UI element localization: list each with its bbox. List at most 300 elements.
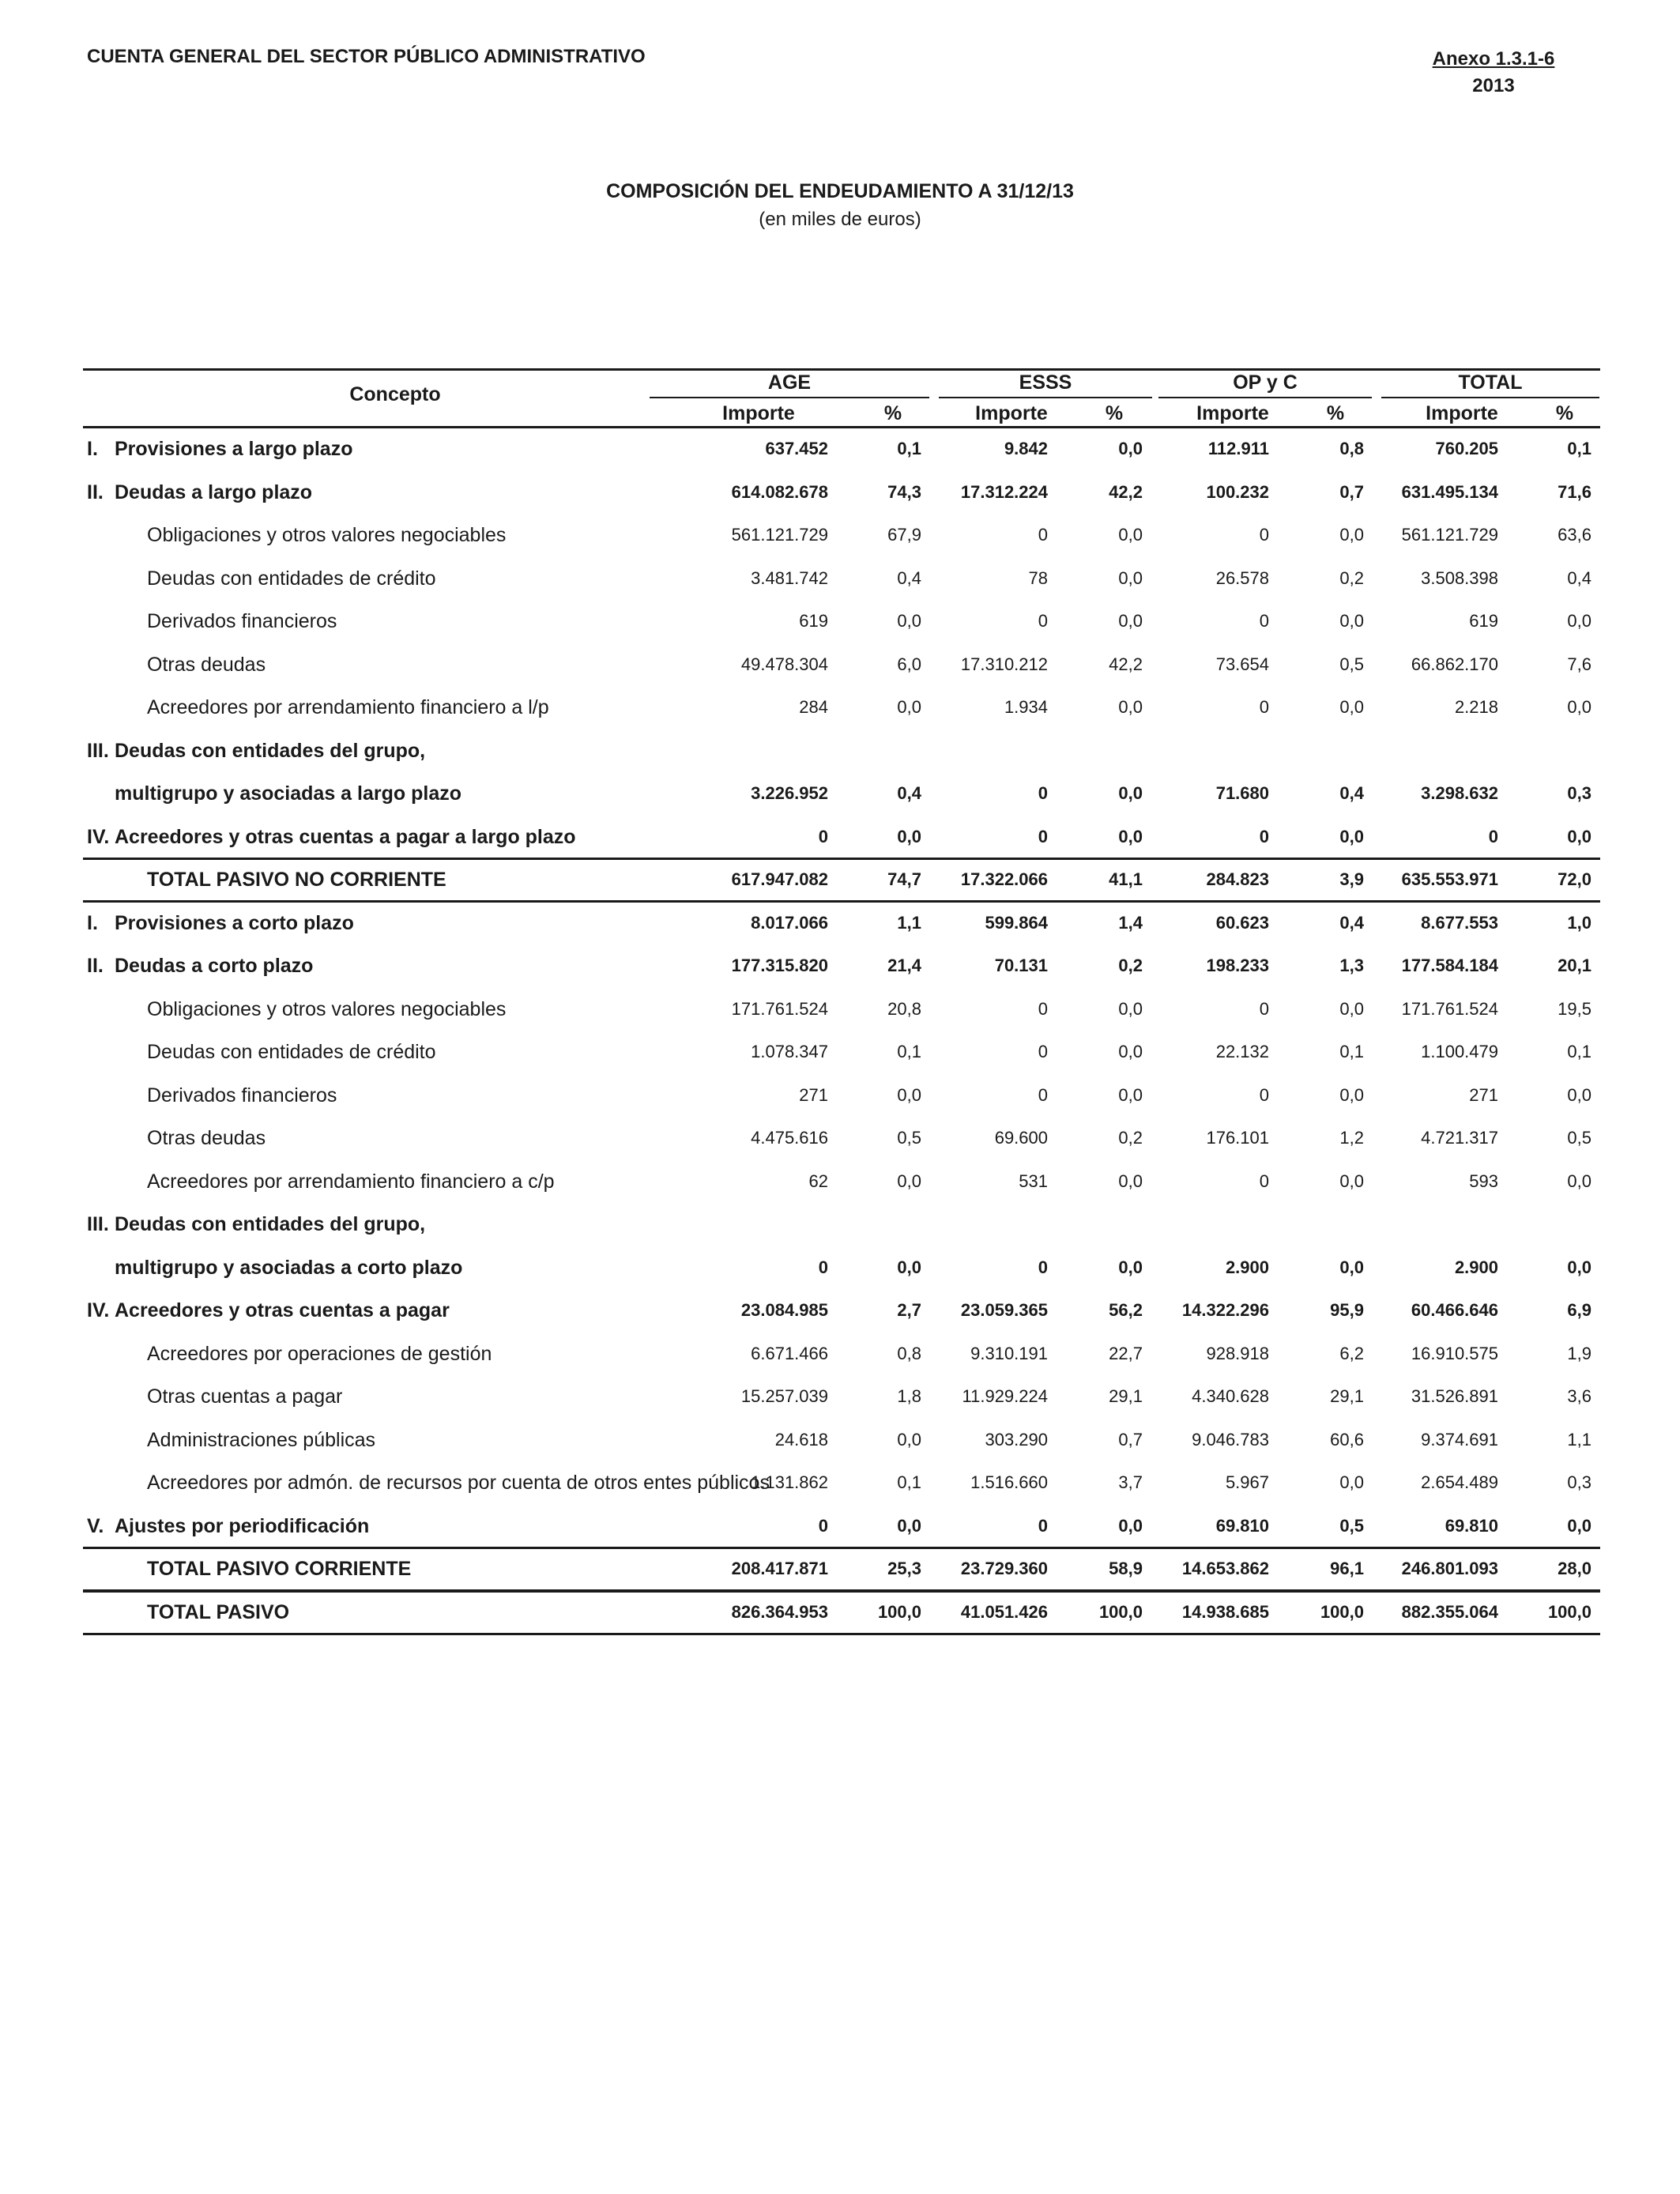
percent-cell: 29,1 <box>1109 1386 1143 1406</box>
percent-cell: 0,0 <box>1118 998 1143 1019</box>
total-rule <box>83 1547 1600 1549</box>
amount-cell: 8.677.553 <box>1421 912 1498 933</box>
row-label: Provisiones a largo plazo <box>115 438 353 460</box>
row-label: Ajustes por periodificación <box>115 1514 370 1537</box>
table-row <box>0 514 1680 556</box>
amount-cell: 0 <box>1259 998 1269 1019</box>
row-label: Derivados financieros <box>147 610 337 632</box>
percent-cell: 0,1 <box>1567 1042 1591 1061</box>
row-label: Otras deudas <box>147 653 266 676</box>
percent-cell: 58,9 <box>1109 1559 1143 1578</box>
amount-cell: 0 <box>1038 1042 1048 1061</box>
row-label: TOTAL PASIVO NO CORRIENTE <box>147 869 446 891</box>
group-header-esss: ESSS <box>1019 371 1072 394</box>
amount-cell: 599.864 <box>985 912 1048 933</box>
amount-cell: 3.298.632 <box>1421 783 1498 803</box>
amount-cell: 176.101 <box>1206 1128 1269 1148</box>
amount-cell: 177.315.820 <box>731 956 828 975</box>
percent-cell: 6,0 <box>897 654 921 674</box>
amount-cell: 70.131 <box>994 956 1048 975</box>
subheader-age-importe: Importe <box>722 402 795 424</box>
amount-cell: 619 <box>799 611 828 631</box>
percent-cell: 0,0 <box>897 1429 921 1449</box>
percent-cell: 3,9 <box>1339 869 1364 889</box>
table-row <box>0 944 1680 987</box>
group-header-opyc: OP y C <box>1233 371 1298 394</box>
percent-cell: 21,4 <box>887 956 921 975</box>
row-label: Obligaciones y otros valores negociables <box>147 524 507 546</box>
table-row <box>0 1505 1680 1547</box>
row-label: TOTAL PASIVO CORRIENTE <box>147 1558 412 1580</box>
amount-cell: 0 <box>1259 525 1269 545</box>
amount-cell: 6.671.466 <box>751 1343 828 1363</box>
percent-cell: 0,0 <box>1567 1171 1591 1191</box>
table-row <box>0 471 1680 514</box>
percent-cell: 100,0 <box>877 1601 921 1622</box>
row-label: Otras deudas <box>147 1127 266 1149</box>
amount-cell: 303.290 <box>985 1429 1048 1449</box>
amount-cell: 69.810 <box>1445 1515 1498 1536</box>
percent-cell: 1,4 <box>1118 912 1143 933</box>
total-rule <box>83 1590 1600 1593</box>
percent-cell: 74,3 <box>887 481 921 502</box>
amount-cell: 16.910.575 <box>1411 1343 1498 1363</box>
amount-cell: 561.121.729 <box>1401 525 1498 545</box>
amount-cell: 882.355.064 <box>1401 1601 1498 1622</box>
percent-cell: 0,4 <box>897 783 921 803</box>
table-row <box>0 1333 1680 1375</box>
row-label: Obligaciones y otros valores negociables <box>147 997 507 1020</box>
amount-cell: 69.810 <box>1215 1515 1269 1536</box>
amount-cell: 760.205 <box>1435 439 1498 458</box>
percent-cell: 1,8 <box>897 1386 921 1406</box>
percent-cell: 20,8 <box>887 998 921 1019</box>
amount-cell: 0 <box>1038 826 1048 846</box>
percent-cell: 0,0 <box>897 611 921 631</box>
amount-cell: 617.947.082 <box>731 869 828 889</box>
amount-cell: 23.729.360 <box>960 1559 1048 1578</box>
table-top-rule <box>83 368 1600 371</box>
percent-cell: 0,0 <box>1118 1257 1143 1277</box>
amount-cell: 0 <box>1038 1515 1048 1536</box>
percent-cell: 0,0 <box>1118 1042 1143 1061</box>
percent-cell: 0,1 <box>897 439 921 458</box>
report-header: CUENTA GENERAL DEL SECTOR PÚBLICO ADMINISTRATIVO <box>87 46 646 67</box>
amount-cell: 14.653.862 <box>1181 1559 1269 1578</box>
amount-cell: 17.322.066 <box>960 869 1048 889</box>
percent-cell: 0,4 <box>897 567 921 588</box>
row-number: V. <box>87 1514 104 1537</box>
amount-cell: 171.761.524 <box>731 998 828 1019</box>
table-row <box>0 729 1680 772</box>
amount-cell: 3.481.742 <box>751 567 828 588</box>
amount-cell: 635.553.971 <box>1401 869 1498 889</box>
amount-cell: 4.475.616 <box>751 1128 828 1148</box>
percent-cell: 0,1 <box>897 1472 921 1492</box>
amount-cell: 246.801.093 <box>1401 1559 1498 1578</box>
table-row <box>0 1160 1680 1203</box>
percent-cell: 0,4 <box>1339 912 1364 933</box>
row-label: Deudas con entidades del grupo, <box>115 739 426 762</box>
amount-cell: 0 <box>1038 1084 1048 1105</box>
amount-cell: 1.078.347 <box>751 1042 828 1061</box>
amount-cell: 14.322.296 <box>1181 1300 1269 1320</box>
amount-cell: 1.516.660 <box>970 1472 1048 1492</box>
amount-cell: 62 <box>808 1171 828 1191</box>
table-row <box>0 1419 1680 1461</box>
amount-cell: 0 <box>1488 826 1498 846</box>
percent-cell: 0,5 <box>1339 654 1364 674</box>
subheader-total-pct: % <box>1555 402 1574 424</box>
amount-cell: 69.600 <box>994 1128 1048 1148</box>
percent-cell: 0,2 <box>1339 567 1364 588</box>
amount-cell: 26.578 <box>1215 567 1269 588</box>
amount-cell: 0 <box>818 1515 828 1536</box>
row-label: Provisiones a corto plazo <box>115 911 354 934</box>
row-label: Acreedores y otras cuentas a pagar <box>115 1299 450 1321</box>
percent-cell: 0,0 <box>1118 567 1143 588</box>
concept-header: Concepto <box>349 383 441 405</box>
percent-cell: 42,2 <box>1109 654 1143 674</box>
subheader-age-pct: % <box>883 402 902 424</box>
table-row <box>0 557 1680 600</box>
percent-cell: 0,0 <box>1118 1515 1143 1536</box>
row-label: Deudas con entidades de crédito <box>147 567 436 590</box>
percent-cell: 0,0 <box>1567 826 1591 846</box>
percent-cell: 63,6 <box>1558 525 1591 545</box>
percent-cell: 0,0 <box>1118 611 1143 631</box>
percent-cell: 3,6 <box>1567 1386 1591 1406</box>
percent-cell: 0,0 <box>1118 1171 1143 1191</box>
percent-cell: 0,0 <box>1567 1084 1591 1105</box>
percent-cell: 3,7 <box>1118 1472 1143 1492</box>
amount-cell: 2.900 <box>1225 1257 1269 1277</box>
table-row <box>0 988 1680 1031</box>
group-header-age: AGE <box>767 371 812 394</box>
row-label: TOTAL PASIVO <box>147 1600 290 1623</box>
amount-cell: 0 <box>1038 611 1048 631</box>
table-row <box>0 858 1680 901</box>
percent-cell: 41,1 <box>1109 869 1143 889</box>
report-year: 2013 <box>1472 75 1515 96</box>
table-row <box>0 600 1680 643</box>
amount-cell: 631.495.134 <box>1401 481 1498 502</box>
percent-cell: 0,0 <box>897 1084 921 1105</box>
percent-cell: 1,0 <box>1567 912 1591 933</box>
percent-cell: 96,1 <box>1330 1559 1364 1578</box>
row-number: III. <box>87 1213 109 1235</box>
percent-cell: 0,0 <box>897 826 921 846</box>
subheader-opyc-pct: % <box>1326 402 1345 424</box>
amount-cell: 17.310.212 <box>960 654 1048 674</box>
row-number: IV. <box>87 1299 110 1321</box>
amount-cell: 619 <box>1469 611 1498 631</box>
percent-cell: 100,0 <box>1547 1601 1591 1622</box>
percent-cell: 0,0 <box>1339 1472 1364 1492</box>
annex-number: Anexo 1.3.1-6 <box>1432 48 1555 70</box>
percent-cell: 42,2 <box>1109 481 1143 502</box>
amount-cell: 0 <box>818 1257 828 1277</box>
table-row <box>0 1074 1680 1117</box>
percent-cell: 0,0 <box>897 1171 921 1191</box>
amount-cell: 41.051.426 <box>960 1601 1048 1622</box>
amount-cell: 271 <box>1469 1084 1498 1105</box>
percent-cell: 0,0 <box>1339 1257 1364 1277</box>
amount-cell: 0 <box>1259 1084 1269 1105</box>
row-number: I. <box>87 438 98 460</box>
row-label: Acreedores por arrendamiento financiero a c/p <box>147 1170 555 1193</box>
row-label: Acreedores por arrendamiento financiero a l/p <box>147 696 549 718</box>
subheader-opyc-importe: Importe <box>1196 402 1269 424</box>
amount-cell: 11.929.224 <box>962 1386 1048 1406</box>
table-row <box>0 1591 1680 1634</box>
amount-cell: 0 <box>1038 1257 1048 1277</box>
amount-cell: 593 <box>1469 1171 1498 1191</box>
total-rule <box>83 858 1600 860</box>
amount-cell: 23.059.365 <box>960 1300 1048 1320</box>
amount-cell: 60.466.646 <box>1411 1300 1498 1320</box>
percent-cell: 0,7 <box>1339 481 1364 502</box>
row-label: Otras cuentas a pagar <box>147 1385 343 1408</box>
amount-cell: 1.934 <box>1004 697 1048 717</box>
group-header-total: TOTAL <box>1458 371 1523 394</box>
amount-cell: 0 <box>1038 525 1048 545</box>
amount-cell: 637.452 <box>765 439 828 458</box>
amount-cell: 78 <box>1028 567 1048 588</box>
amount-cell: 60.623 <box>1215 912 1269 933</box>
percent-cell: 56,2 <box>1109 1300 1143 1320</box>
amount-cell: 17.312.224 <box>960 481 1048 502</box>
percent-cell: 0,7 <box>1118 1429 1143 1449</box>
amount-cell: 171.761.524 <box>1401 998 1498 1019</box>
amount-cell: 14.938.685 <box>1181 1601 1269 1622</box>
subheader-total-importe: Importe <box>1426 402 1498 424</box>
percent-cell: 0,1 <box>1339 1042 1364 1061</box>
percent-cell: 0,5 <box>1567 1128 1591 1148</box>
amount-cell: 100.232 <box>1206 481 1269 502</box>
row-number: IV. <box>87 825 110 848</box>
amount-cell: 71.680 <box>1215 783 1269 803</box>
subheader-esss-importe: Importe <box>975 402 1048 424</box>
table-row <box>0 428 1680 470</box>
percent-cell: 100,0 <box>1320 1601 1364 1622</box>
percent-cell: 0,0 <box>1567 697 1591 717</box>
amount-cell: 1.131.862 <box>751 1472 828 1492</box>
percent-cell: 0,0 <box>1339 525 1364 545</box>
amount-cell: 614.082.678 <box>731 481 828 502</box>
amount-cell: 928.918 <box>1206 1343 1269 1363</box>
amount-cell: 31.526.891 <box>1411 1386 1498 1406</box>
amount-cell: 9.310.191 <box>970 1343 1048 1363</box>
row-label: multigrupo y asociadas a corto plazo <box>115 1256 463 1279</box>
percent-cell: 0,0 <box>1567 1515 1591 1536</box>
amount-cell: 49.478.304 <box>740 654 828 674</box>
row-label: Acreedores y otras cuentas a pagar a largo plazo <box>115 825 576 848</box>
percent-cell: 7,6 <box>1567 654 1591 674</box>
percent-cell: 0,8 <box>897 1343 921 1363</box>
percent-cell: 0,0 <box>1339 826 1364 846</box>
percent-cell: 0,0 <box>897 1515 921 1536</box>
percent-cell: 95,9 <box>1330 1300 1364 1320</box>
row-number: I. <box>87 911 98 934</box>
percent-cell: 0,1 <box>1567 439 1591 458</box>
percent-cell: 0,3 <box>1567 783 1591 803</box>
group-rule-esss <box>939 397 1152 398</box>
amount-cell: 284.823 <box>1206 869 1269 889</box>
percent-cell: 0,0 <box>1567 611 1591 631</box>
table-row <box>0 1031 1680 1073</box>
percent-cell: 0,0 <box>1339 998 1364 1019</box>
row-number: II. <box>87 481 104 503</box>
amount-cell: 826.364.953 <box>731 1601 828 1622</box>
percent-cell: 0,2 <box>1118 956 1143 975</box>
table-row <box>0 902 1680 944</box>
amount-cell: 15.257.039 <box>740 1386 828 1406</box>
table-row <box>0 1289 1680 1332</box>
percent-cell: 67,9 <box>887 525 921 545</box>
percent-cell: 71,6 <box>1558 481 1591 502</box>
amount-cell: 0 <box>1038 998 1048 1019</box>
table-row <box>0 772 1680 815</box>
table-row <box>0 1547 1680 1590</box>
group-rule-age <box>650 397 929 398</box>
row-number: III. <box>87 739 109 762</box>
percent-cell: 0,0 <box>1339 1084 1364 1105</box>
amount-cell: 4.721.317 <box>1421 1128 1498 1148</box>
percent-cell: 0,0 <box>1339 611 1364 631</box>
percent-cell: 72,0 <box>1558 869 1591 889</box>
percent-cell: 100,0 <box>1098 1601 1143 1622</box>
amount-cell: 531 <box>1019 1171 1048 1191</box>
amount-cell: 271 <box>799 1084 828 1105</box>
row-label: Derivados financieros <box>147 1084 337 1106</box>
percent-cell: 0,3 <box>1567 1472 1591 1492</box>
percent-cell: 6,2 <box>1339 1343 1364 1363</box>
percent-cell: 0,0 <box>1118 826 1143 846</box>
amount-cell: 0 <box>1259 1171 1269 1191</box>
percent-cell: 0,4 <box>1567 567 1591 588</box>
amount-cell: 2.218 <box>1454 697 1498 717</box>
amount-cell: 2.900 <box>1454 1257 1498 1277</box>
row-label: Deudas con entidades del grupo, <box>115 1213 426 1235</box>
percent-cell: 1,1 <box>1567 1429 1591 1449</box>
amount-cell: 8.017.066 <box>751 912 828 933</box>
row-label: Acreedores por operaciones de gestión <box>147 1342 492 1365</box>
percent-cell: 28,0 <box>1558 1559 1591 1578</box>
table-row <box>0 686 1680 729</box>
percent-cell: 0,0 <box>1118 525 1143 545</box>
amount-cell: 177.584.184 <box>1401 956 1498 975</box>
amount-cell: 208.417.871 <box>731 1559 828 1578</box>
total-rule <box>83 1633 1600 1635</box>
subheader-esss-pct: % <box>1105 402 1124 424</box>
group-rule-opyc <box>1158 397 1372 398</box>
amount-cell: 0 <box>1259 697 1269 717</box>
percent-cell: 0,0 <box>1118 1084 1143 1105</box>
percent-cell: 0,0 <box>897 1257 921 1277</box>
percent-cell: 1,3 <box>1339 956 1364 975</box>
table-row <box>0 816 1680 858</box>
table-row <box>0 1203 1680 1246</box>
amount-cell: 0 <box>1038 783 1048 803</box>
percent-cell: 0,0 <box>1118 697 1143 717</box>
row-label: Deudas a corto plazo <box>115 955 314 977</box>
amount-cell: 0 <box>1259 611 1269 631</box>
amount-cell: 9.842 <box>1004 439 1048 458</box>
amount-cell: 73.654 <box>1215 654 1269 674</box>
amount-cell: 3.226.952 <box>751 783 828 803</box>
percent-cell: 0,0 <box>1339 1171 1364 1191</box>
amount-cell: 198.233 <box>1206 956 1269 975</box>
percent-cell: 1,1 <box>897 912 921 933</box>
amount-cell: 284 <box>799 697 828 717</box>
amount-cell: 4.340.628 <box>1192 1386 1269 1406</box>
amount-cell: 1.100.479 <box>1421 1042 1498 1061</box>
row-label: Deudas a largo plazo <box>115 481 313 503</box>
table-row <box>0 643 1680 686</box>
percent-cell: 22,7 <box>1109 1343 1143 1363</box>
row-label: Deudas con entidades de crédito <box>147 1041 436 1063</box>
amount-cell: 112.911 <box>1207 439 1269 458</box>
percent-cell: 74,7 <box>887 869 921 889</box>
percent-cell: 0,0 <box>1567 1257 1591 1277</box>
amount-cell: 66.862.170 <box>1411 654 1498 674</box>
percent-cell: 0,1 <box>897 1042 921 1061</box>
percent-cell: 60,6 <box>1330 1429 1364 1449</box>
table-row <box>0 1461 1680 1504</box>
percent-cell: 0,4 <box>1339 783 1364 803</box>
page-title: COMPOSICIÓN DEL ENDEUDAMIENTO A 31/12/13 <box>606 180 1074 202</box>
percent-cell: 29,1 <box>1330 1386 1364 1406</box>
percent-cell: 25,3 <box>887 1559 921 1578</box>
percent-cell: 1,9 <box>1567 1343 1591 1363</box>
amount-cell: 23.084.985 <box>740 1300 828 1320</box>
row-label: Acreedores por admón. de recursos por cuenta de otros entes públicos <box>147 1472 770 1494</box>
amount-cell: 9.374.691 <box>1421 1429 1498 1449</box>
percent-cell: 0,5 <box>897 1128 921 1148</box>
table-row <box>0 1117 1680 1159</box>
table-row <box>0 1375 1680 1418</box>
percent-cell: 0,5 <box>1339 1515 1364 1536</box>
amount-cell: 0 <box>818 826 828 846</box>
percent-cell: 0,0 <box>1118 783 1143 803</box>
row-number: II. <box>87 955 104 977</box>
row-label: Administraciones públicas <box>147 1428 376 1451</box>
amount-cell: 561.121.729 <box>731 525 828 545</box>
percent-cell: 6,9 <box>1567 1300 1591 1320</box>
percent-cell: 0,8 <box>1339 439 1364 458</box>
percent-cell: 19,5 <box>1558 998 1591 1019</box>
percent-cell: 0,2 <box>1118 1128 1143 1148</box>
percent-cell: 1,2 <box>1339 1128 1364 1148</box>
amount-cell: 3.508.398 <box>1421 567 1498 588</box>
amount-cell: 5.967 <box>1225 1472 1269 1492</box>
percent-cell: 0,0 <box>897 697 921 717</box>
amount-cell: 22.132 <box>1215 1042 1269 1061</box>
percent-cell: 0,0 <box>1118 439 1143 458</box>
page-subtitle: (en miles de euros) <box>759 209 921 230</box>
amount-cell: 9.046.783 <box>1192 1429 1269 1449</box>
annex-block <box>1414 46 1573 100</box>
amount-cell: 24.618 <box>774 1429 828 1449</box>
row-label: multigrupo y asociadas a largo plazo <box>115 782 461 805</box>
amount-cell: 0 <box>1259 826 1269 846</box>
percent-cell: 2,7 <box>897 1300 921 1320</box>
amount-cell: 2.654.489 <box>1421 1472 1498 1492</box>
group-rule-total <box>1381 397 1599 398</box>
percent-cell: 20,1 <box>1558 956 1591 975</box>
table-row <box>0 1246 1680 1289</box>
